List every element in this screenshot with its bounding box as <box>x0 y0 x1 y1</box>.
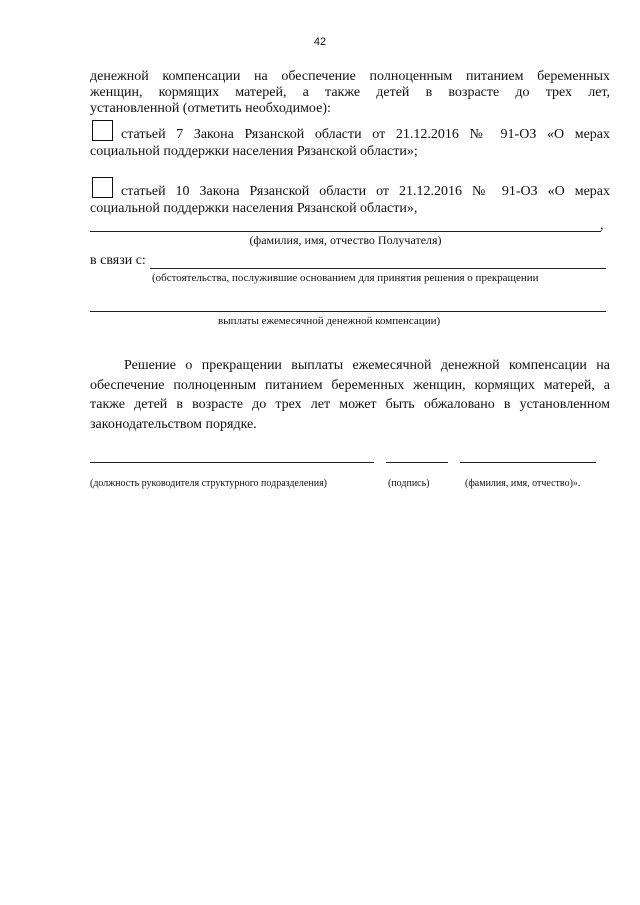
intro-line-2: женщин, кормящих матерей, а также детей в возрасте до трех лет, <box>90 85 610 100</box>
reason-field-line-2[interactable] <box>90 311 606 312</box>
appeal-paragraph: Решение о прекращении выплаты ежемесячной денежной компенсации на обеспечение полноценным питанием беременных женщин, кормящих матерей, а также детей в возрасте до трех лет может быть обжаловано в установленном законодательством порядке. <box>90 358 610 432</box>
checkbox-article-7[interactable] <box>92 120 113 141</box>
position-caption: (должность руководителя структурного подразделения) <box>90 478 327 489</box>
option-article-7-line-2: социальной поддержки населения Рязанской области»; <box>90 144 418 159</box>
sign-caption: (подпись) <box>388 478 430 489</box>
recipient-caption: (фамилия, имя, отчество Получателя) <box>249 233 442 247</box>
recipient-trailing-comma: , <box>600 218 604 233</box>
reason-caption-1: (обстоятельства, послужившие основанием для принятия решения о прекращении <box>152 272 539 284</box>
option-article-7-line-1: статьей 7 Закона Рязанской области от 21.12.2016 № 91-ОЗ «О мерах <box>121 127 610 142</box>
reason-label: в связи с: <box>90 253 146 268</box>
checkbox-article-10[interactable] <box>92 177 113 198</box>
reason-field-line-1[interactable] <box>150 268 606 269</box>
position-signature-line[interactable] <box>90 462 374 463</box>
option-article-10-line-2: социальной поддержки населения Рязанской области», <box>90 201 418 216</box>
intro-line-1: денежной компенсации на обеспечение полноценным питанием беременных <box>90 69 610 84</box>
option-article-10-line-1: статьей 10 Закона Рязанской области от 21.12.2016 № 91-ОЗ «О мерах <box>121 184 610 199</box>
intro-line-3: установленной (отметить необходимое): <box>90 101 331 116</box>
name-caption: (фамилия, имя, отчество)». <box>465 478 581 489</box>
signature-line[interactable] <box>386 462 448 463</box>
page-number: 42 <box>313 36 327 48</box>
recipient-name-field[interactable] <box>90 231 601 232</box>
reason-caption-2: выплаты ежемесячной денежной компенсации) <box>218 315 441 327</box>
name-signature-line[interactable] <box>460 462 596 463</box>
